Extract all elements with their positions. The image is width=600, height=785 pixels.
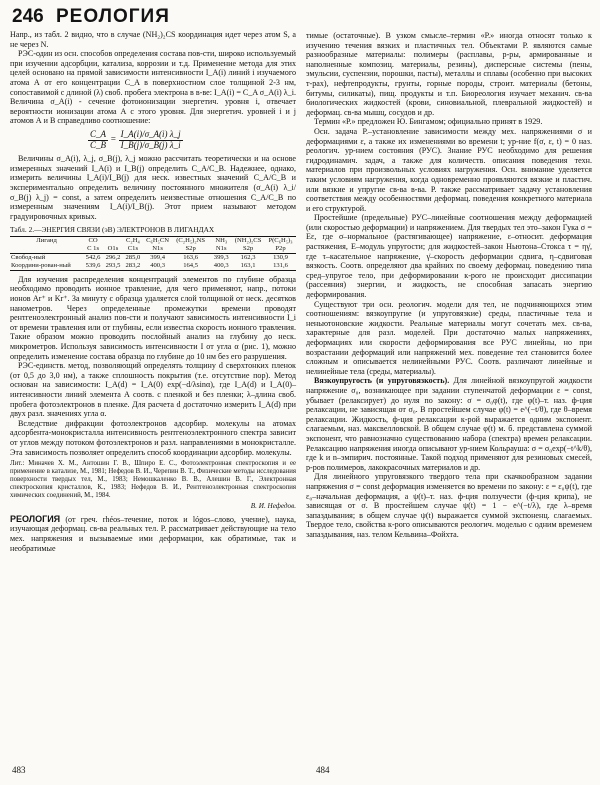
table-subheader-cell: C1s — [127, 244, 139, 252]
table-row-label: Координи-рован-ный — [11, 261, 71, 269]
table-cell: 399,3 — [213, 253, 229, 261]
author-signature: В. И. Нефедов. — [250, 502, 296, 511]
table-subheader-cell: C 1s — [87, 244, 100, 252]
formula-rhs — [119, 130, 183, 150]
formula-lhs-numerator: C_A — [90, 128, 107, 139]
paragraph: Напр., из табл. 2 видно, что в случае (NH₂)₂CS координация идет через атом S, а не через N. — [10, 30, 296, 49]
section-text: Для линейной вязкоупругой жидкости напряжение σ₀, возникающее при задании ступенчатой деформации ε = const, убывает (релаксирует) до нуля по закону: σ = σ₀φ(t), где φ(t)–т. наз. ф-ция релаксации, не зависящая от σ₀. В простейшем случае φ(t) = e^(−t/θ), где θ–время релаксации. Жидкость, ф-ция релаксации к-рой выражается одним экспонент. слагаемым, наз. максвелловской. В общем случае φ(t) м. б. представлена суммой экспонент, что равнозначно существованию набора (спектра) времен релаксации. Релаксацию напряжения иногда описывают ур-нием Кольрауша: σ = σ₀exp(−t^k/θ), где k и n–эмпирич. постоянные. Такой подход применяют для резиновых смесей, р-ров полимеров, лакокрасочных материалов и др. — [306, 376, 592, 472]
page-header — [12, 6, 588, 32]
paragraph: Для линейного упруговязкого твердого тела при скачкообразном задании напряжения σ = const деформация изменяется во времени по закону: ε = ε₀ψ(t), где ε₀–начальная деформация, а ψ(t)–т. наз. ф-ция ползучести (ф-ция крипа), не зависящая от σ. В простейшем случае ψ(t) = 1 − e^(−t/λ), где λ–время запаздывания; в общем случае ψ(t) выражается суммой экспоненц. слагаемых. Твердое тело, свойства к-рого описываются реологич. моделью с одним временем запаздывания, наз. телом Кельвина–Фойхта. — [306, 472, 592, 539]
literature-list: Лит.: Миначев Х. М., Антошин Г. В., Шпиро Е. С., Фотоэлектронная спектроскопия и ее применение в катализе, М., 1981; Нефедов В. И., Черепин В. Т., Физические методы исследования поверхности твердых тел, М., 1983; Немошкаленко В. В., Алешин В. Г., Электронная спектроскопия кристаллов, К., 1983; Нефедов В. И., Рентгеноэлектронная спектроскопия химических соединений, М., 1984. — [10, 460, 296, 500]
table-cell: 400,3 — [150, 261, 166, 269]
table-subheader-cell: P2p — [275, 244, 286, 252]
paragraph: Существуют три осн. реологич. модели для тел, не подчиняющихся этим соотношениям: вязкоупругие (и упруговязкие) среды, пластичные тела и неньютоновские жидкости. Реальные материалы могут сочетать мех. св-ва, характерные для разл. моделей. При достаточно малых напряжениях, деформациях или скорости деформирования все РУС линейны, но при возрастании деформаций или напряжений мех. поведение тел становится более сложным и описывается нелинейными РУС. Соотв. различают линейные и нелинейные тела (среды, материалы). — [306, 299, 592, 376]
binding-energy-table — [10, 236, 296, 271]
table-header-cell: Лиганд — [36, 236, 57, 244]
paragraph: Величины σ_A(i), λ_j, σ_B(j), λ_j можно рассчитать теоретически и на основе измеренных значений I_A(i) и I_B(j) определить C_A/C_B. Надежнее, однако, измерить величины I_A(i)/I_B(j) для неск. известных значений C_A/C_B и экспериментально определить величину постоянного множителя (σ_A(i) λ_i/σ_B(j) λ_j) = const, а затем определить неизвестные отношения C_A/C_B по измеренным значениям I_A(i)/I_B(j). Этот прием называют методом градуировочных кривых. — [10, 154, 296, 221]
ratio-formula — [88, 130, 296, 150]
table-header-cell: P(C₆H₅)₃ — [268, 236, 293, 244]
paragraph: Для изучения распределения концентраций элементов по глубине образца необходимо проводить ионное травление, для чего применяют, напр., потоки ионов Ar⁺ и Kr⁺. За минуту с образца удаляется слой толщиной от неск. десятков нанометров. Через определенные промежутки времени проводят рентгеноэлектронный анализ пов-сти и получают зависимость интенсивности I_i от времени травления или от глубины, если известна скорость ионного травления. Такие образом можно проводить послойный анализ на глубину до неск. микрометров. Используя зависимость интенсивности I от угла α (рис. 1), можно определить изменение состава образца по глубине до 10 нм без его разрушения. — [10, 274, 296, 361]
table-cell: 400,3 — [213, 261, 229, 269]
section-lead: Вязкоупругость (и упруговязкость). — [314, 376, 450, 386]
table-row — [10, 253, 296, 262]
table-subheader-cell: S2p — [242, 244, 254, 252]
table-cell: 285,0 — [125, 253, 141, 261]
table-header-cell: C₆H₅CN — [146, 236, 170, 244]
footer-page-right: 484 — [316, 765, 330, 775]
table-subheader-row — [10, 245, 296, 254]
table-body — [10, 253, 296, 270]
table-header-cell: (C₂H₅)₂NS — [176, 236, 206, 244]
table-cell: 542,6 — [85, 253, 101, 261]
paragraph: тимые (остаточные). В узком смысле–термин «Р.» иногда относят только к изучению течения вязких и пластичных тел. Объектами Р. являются самые разнообразные материалы: полимеры (расплавы, р-ры, армированные и наполненные композиц. материалы, резины), дисперсные системы (пены, эмульсии, суспензии, порошки, пасты), металлы и сплавы (особенно при высоких т-рах), нефтепродукты, грунты, горные породы, строит. материалы (бетоны, битумы, силикаты), пищ. продукты и т.п. Биореология изучает механич. св-ва биологических жидкостей (крови, синовиальной, плевральной жидкостей) и деформац. св-ва мышц, сосудов и др. — [306, 31, 592, 117]
page-number: 246 — [12, 6, 44, 27]
table-subheader-cell: O1s — [107, 244, 119, 252]
entry-definition: (от греч. rhéos–течение, поток и lógos–слово, учение), наука, изучающая деформац. св-ва реальных тел. Р. рассматривает действующие на тело мех. напряжения и вызываемые ими деформации, как обратимые, так и необратимые — [10, 514, 296, 553]
table-header-cell — [103, 236, 123, 245]
table-subheader-cell — [10, 245, 83, 254]
entry-start — [10, 515, 296, 553]
table-cell: 163,6 — [183, 253, 199, 261]
paragraph: РЭС-единств. метод, позволяющий определять толщину d сверхтонких пленок (от 0,5 до 3,0 нм), а также сплошность покрытия (т.е. отсутствие пор). Метод основан на зависимости: I_A(d) = I_A(0) exp(−d/λsinα), где I_A(d) и I_A(0)–интенсивности линий элемента А соотв. с пленкой и без пленки; λ–длина своб. пробега фотоэлектронов в пленке. Для расчета d достаточно измерить I_A(d) при двух разл. значениях угла α. — [10, 361, 296, 419]
paragraph: Вследствие дифракции фотоэлектронов адсорбир. молекулы на атомах адсорбента-монокристалла интенсивность рентгеноэлектронного спектра зависит от углов между потоком фотоэлектронов и разл. направлениями в монокристалле. Эта зависимость позволяет определить способ координации адсорбир. молекулы. — [10, 418, 296, 457]
table-row — [10, 262, 296, 271]
running-title: РЕОЛОГИЯ — [56, 6, 170, 27]
formula-rhs-denominator: I_B(j)/σ_B(j) λ_i — [120, 139, 181, 150]
paragraph: Простейшие (предельные) РУС–линейные соотношения между деформацией (или скоростью деформации) и напряжением. Для твердых тел это–закон Гука σ = Eε, где σ–нормальное (растягивающее) напряжение, ε–относит. деформация растяжения, E–модуль упругости; для жидкостей–закон Ньютона–Стокса τ = ηγ̇, где τ–касательное напряжение, γ̇–скорость деформации сдвига, η–сдвиговая вязкость. Соотв. определяют два крайних по своему деформац. поведению типа сред–упругое тело, при деформировании к-рого не происходит диссипации (рассеяния) энергии, и жидкость, не способная запасать энергию деформирования. — [306, 213, 592, 300]
paragraph: РЭС-один из осн. способов определения состава пов-сти, широко используемый при изучении адсорбции, катализа, коррозии и т.д. Применение метода для этих целей основано на прямой зависимости интенсивности I_A(i) линий i изучаемого атома А от его концентрации C_A в поверхностном слое толщиной 2-3 нм, сопоставимой с длиной (λ) своб. пробега электрона в в-ве: I_A(i) = C_A σ_A(i) λ_i. Величина σ_A(i) - сечение фотоионизации энергетич. уровня i, отвечает вероятности ионизации атома А с этого уровня. Для энергетич. уровней i и j атомов А и В справедливо соотношение: — [10, 49, 296, 126]
table-cell: 164,5 — [183, 261, 199, 269]
table-header-cell: C₂H₄ — [126, 236, 140, 244]
paragraph: Термин «Р.» предложен Ю. Бингамом; официально принят в 1929. — [314, 117, 543, 127]
paragraph — [306, 376, 592, 472]
table-header-cell: CO — [88, 236, 98, 244]
table-subheader-cell: N1s — [152, 244, 163, 252]
table-cell: 163,1 — [240, 261, 256, 269]
table-header-cell: NH₃ — [215, 236, 228, 244]
formula-rhs-numerator: I_A(i)/σ_A(i) λ_j — [120, 128, 181, 139]
table-cell: 296,2 — [105, 253, 121, 261]
equals-sign: = — [110, 134, 119, 145]
table-cell: 399,4 — [150, 253, 166, 261]
left-column — [10, 30, 296, 553]
table-row-label: Свобод-ный — [11, 253, 46, 261]
paragraph: Осн. задача Р.–установление зависимости между мех. напряжениями σ и деформациями ε, а также их изменениями во времени t; ур-ние f(σ, ε, t) = 0 наз. реологич. ур-нием состояния (РУС). Знание РУС необходимо для решения гидродинамич. задач, а также для количеств. описания поведения техн. материалов при произвольных условиях нагружения. Осн. внимание уделяется таким условиям нагружения, когда одновременно проявляются вязкие и пластич. или вязкие и упругие св-ва в-ва. Р. также рассматривает задачу установления соответствия между особенностями деформац. поведения конкретного материала и его структурой. — [306, 126, 592, 213]
table-header-row — [10, 236, 296, 245]
entry-headword: РЕОЛОГИЯ — [10, 513, 61, 524]
table-caption: Табл. 2.—ЭНЕРГИЯ СВЯЗИ (эВ) ЭЛЕКТРОНОВ В ЛИГАНДАХ — [10, 225, 215, 235]
footer-page-left: 483 — [12, 765, 26, 775]
formula-lhs-denominator: C_B — [90, 139, 107, 150]
table-subheader-cell: N1s — [215, 244, 227, 252]
table-cell: 539,6 — [85, 261, 101, 269]
table-cell: 283,2 — [125, 261, 141, 269]
table-cell: 130,9 — [273, 253, 288, 261]
table-cell: 131,6 — [273, 261, 288, 269]
table-cell: 293,5 — [105, 261, 121, 269]
right-column — [306, 31, 592, 539]
table-header-cell: (NH₂)₂CS — [234, 236, 262, 244]
formula-lhs — [88, 130, 108, 150]
table-cell: 162,3 — [240, 253, 256, 261]
table-subheader-cell: S2p — [185, 244, 196, 252]
